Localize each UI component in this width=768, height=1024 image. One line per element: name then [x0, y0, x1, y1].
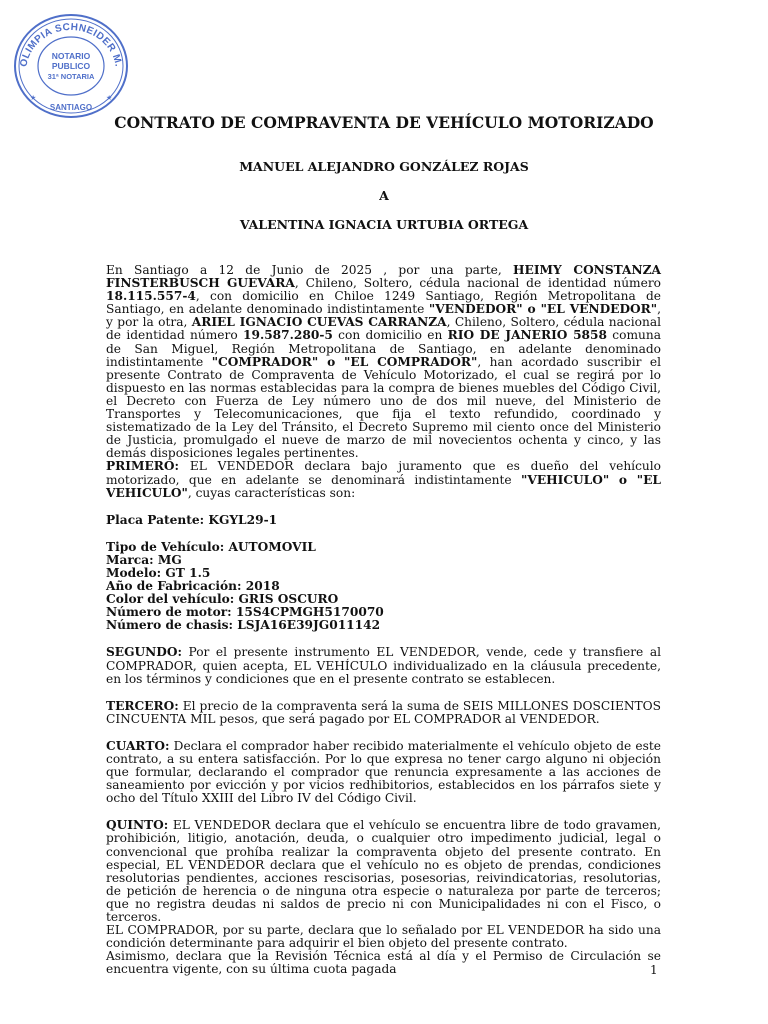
- stamp-line-3: 31ª NOTARIA: [47, 72, 95, 81]
- stamp-star-right: ★: [106, 94, 113, 102]
- clause-cuarto: CUARTO: Declara el comprador haber recibido materialmente el vehículo objeto de este contrato, a su entera satisfacción. Por lo que expresa no tener cargo alguno ni objeción que formular, declarando el comprador que renuncia expresamente a las acciones de saneamiento por evicción y por vicios redhibitorios, establecidos en los párrafos siete y ocho del Título XXIII del Libro IV del Código Civil.: [106, 738, 661, 806]
- clause-tercero: TERCERO: El precio de la compraventa será la suma de SEIS MILLONES DOSCIENTOS CINCUENTA MIL pesos, que será pagado por EL COMPRADOR al VENDEDOR.: [106, 698, 661, 726]
- page-number: 1: [650, 963, 658, 977]
- contract-body: [106, 264, 661, 977]
- vehicle-year: Año de Fabricación: 2018: [106, 579, 280, 594]
- buyer-name: ARIEL IGNACIO CUEVAS CARRANZA: [191, 315, 447, 330]
- clause-quinto-3: Asimismo, declara que la Revisión Técnica está al día y el Permiso de Circulación se encuentra vigente, con su última cuota pagada: [106, 949, 661, 977]
- vehicle-color: Color del vehículo: GRIS OSCURO: [106, 592, 339, 607]
- vehicle-brand: Marca: MG: [106, 552, 182, 567]
- seller-name: HEIMY CONSTANZA FINSTERBUSCH GUEVARA: [106, 263, 661, 291]
- vehicle-chassis: Número de chasis: LSJA16E39JG011142: [106, 618, 381, 633]
- intro-paragraph: En Santiago a 12 de Junio de 2025 , por una parte, HEIMY CONSTANZA FINSTERBUSCH GUEVARA, Chileno, Soltero, cédula nacional de identidad número 18.115.557-4, con domicilio en Chiloe 1249 Santiago, Región Metropolitana de Santiago, en adelante denominado indistintamente "VENDEDOR" o "EL VENDEDOR", y por la otra, ARIEL IGNACIO CUEVAS CARRANZA, Chileno, Soltero, cédula nacional de identidad número 19.587.280-5 con domicilio en RIO DE JANERIO 5858 comuna de San Miguel, Región Metropolitana de Santiago, en adelante denominado indistintamente "COMPRADOR" o "EL COMPRADOR", han acordado suscribir el presente Contrato de Compraventa de Vehículo Motorizado, el cual se regirá por lo dispuesto en las normas establecidas para la compra de bienes muebles del Código Civil, el Decreto con Fuerza de Ley número uno de dos mil nueve, del Ministerio de Transportes y Telecomunicaciones, que fija el texto refundido, coordinado y sistematizado de la Ley del Tránsito, el Decreto Supremo mil ciento once del Ministerio de Justicia, promulgado el nueve de marzo de mil novecientos ochenta y cinco, y las demás disposiciones legales pertinentes.: [106, 263, 661, 461]
- vehicle-plate: Placa Patente: KGYL29-1: [106, 512, 278, 527]
- stamp-line-2: PUBLICO: [51, 61, 91, 71]
- connector: A: [379, 188, 389, 203]
- vehicle-engine: Número de motor: 15S4CPMGH5170070: [106, 605, 384, 620]
- clause-primero: PRIMERO: EL VENDEDOR declara bajo juramento que es dueño del vehículo motorizado, que en adelante se denominará indistintamente "VEHICULO" o "EL VEHICULO", cuyas características son:: [106, 459, 661, 500]
- buyer-alias: "COMPRADOR" o "EL COMPRADOR": [211, 354, 478, 369]
- stamp-star-left: ★: [30, 94, 37, 102]
- seller-alias: "VENDEDOR" o "EL VENDEDOR": [428, 302, 658, 317]
- document-title: CONTRATO DE COMPRAVENTA DE VEHÍCULO MOTORIZADO: [114, 113, 654, 132]
- seller-id: 18.115.557-4: [106, 289, 196, 304]
- stamp-bottom-text: SANTIAGO: [49, 103, 93, 112]
- clause-quinto-2: EL COMPRADOR, por su parte, declara que lo señalado por EL VENDEDOR ha sido una condición determinante para adquirir el bien objeto del presente contrato.: [106, 923, 661, 951]
- stamp-line-1: NOTARIO: [51, 51, 91, 61]
- party-b: VALENTINA IGNACIA URTUBIA ORTEGA: [239, 217, 529, 232]
- vehicle-specs: [106, 541, 661, 633]
- clause-quinto: QUINTO: EL VENDEDOR declara que el vehículo se encuentra libre de todo gravamen, prohibición, litigio, anotación, deuda, o cualquier otro impedimento judicial, legal o convencional que prohíba realizar la compraventa objeto del presente contrato. En especial, EL VENDEDOR declara que el vehículo no es objeto de prendas, condiciones resolutorias pendientes, acciones rescisorias, posesorias, reivindicatorias, resolutorias, de petición de herencia o de ninguna otra especie o naturaleza por parte de terceros; que no registra deudas ni saldos de precio ni con Municipalidades ni con el Fisco, o terceros.: [106, 818, 661, 925]
- clause-segundo: SEGUNDO: Por el presente instrumento EL VENDEDOR, vende, cede y transfiere al COMPRADOR, quien acepta, EL VEHÍCULO individualizado en la cláusula precedente, en los términos y condiciones que en el presente contrato se establecen.: [106, 645, 661, 686]
- buyer-address: RIO DE JANERIO 5858: [447, 328, 607, 343]
- vehicle-model: Modelo: GT 1.5: [106, 565, 211, 580]
- notary-stamp: [12, 12, 130, 120]
- buyer-id: 19.587.280-5: [243, 328, 333, 343]
- vehicle-type: Tipo de Vehículo: AUTOMOVIL: [106, 539, 316, 554]
- stamp-ring-text: OLIMPIA SCHNEIDER M.: [18, 21, 124, 68]
- party-a: MANUEL ALEJANDRO GONZÁLEZ ROJAS: [239, 159, 529, 174]
